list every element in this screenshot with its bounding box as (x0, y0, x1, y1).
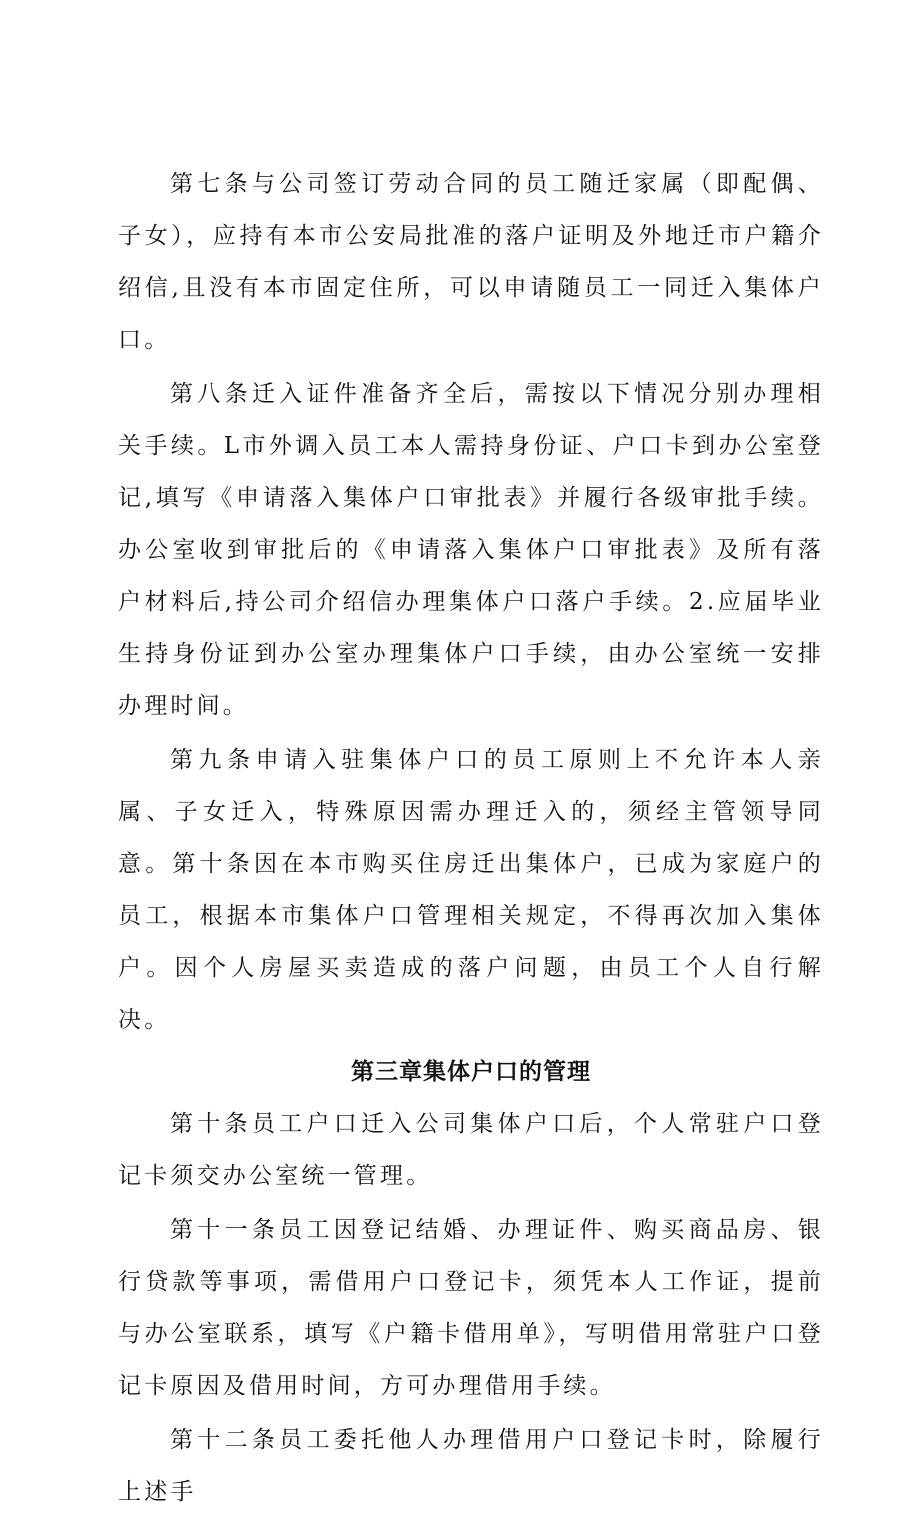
paragraph-article-11: 第十一条员工因登记结婚、办理证件、购买商品房、银行贷款等事项，需借用户口登记卡，须凭本人工作证，提前与办公室联系，填写《户籍卡借用单》，写明借用常驻户口登记卡原因及借用时间，方可办理借用手续。 (118, 1217, 824, 1399)
document-body (118, 158, 824, 1518)
paragraph-article-8: 第八条迁入证件准备齐全后，需按以下情况分别办理相关手续。L市外调入员工本人需持身份证、户口卡到办公室登记,填写《申请落入集体户口审批表》并履行各级审批手续。办公室收到审批后的《申请落入集体户口审批表》及所有落户材料后,持公司介绍信办理集体户口落户手续。2.应届毕业生持身份证到办公室办理集体户口手续，由办公室统一安排办理时间。 (118, 381, 824, 719)
paragraph-article-10b: 第十条员工户口迁入公司集体户口后，个人常驻户口登记卡须交办公室统一管理。 (118, 1111, 824, 1189)
chapter-heading: 第三章集体户口的管理 (351, 1059, 591, 1085)
paragraph-article-7: 第七条与公司签订劳动合同的员工随迁家属（即配偶、子女），应持有本市公安局批准的落户证明及外地迁市户籍介绍信,且没有本市固定住所，可以申请随员工一同迁入集体户口。 (118, 171, 824, 353)
paragraph-article-9-10: 第九条申请入驻集体户口的员工原则上不允许本人亲属、子女迁入，特殊原因需办理迁入的，须经主管领导同意。第十条因在本市购买住房迁出集体户，已成为家庭户的员工，根据本市集体户口管理相关规定，不得再次加入集体户。因个人房屋买卖造成的落户问题，由员工个人自行解决。 (118, 747, 824, 1033)
paragraph-article-12: 第十二条员工委托他人办理借用户口登记卡时，除履行上述手 (118, 1427, 824, 1505)
